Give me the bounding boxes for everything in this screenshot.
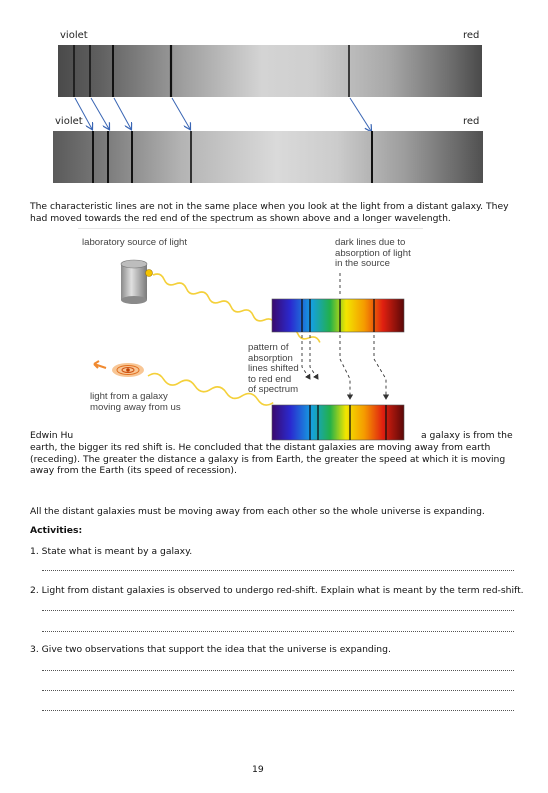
shift-indicators	[302, 273, 386, 399]
question-2: 2. Light from distant galaxies is observed to undergo red-shift. Explain what is meant by the term red-shift.	[30, 585, 524, 596]
intro-line-1: The characteristic lines are not in the same place when you look at the light from a distant galaxy. They	[30, 201, 509, 212]
question-1: 1. State what is meant by a galaxy.	[30, 546, 193, 557]
answer-line-3b[interactable]	[42, 690, 514, 691]
expanding-text: All the distant galaxies must be moving away from each other so the whole universe is expanding.	[30, 506, 485, 517]
answer-line-3c[interactable]	[42, 710, 514, 711]
galaxy-motion-arrow	[94, 361, 106, 368]
page-number: 19	[252, 764, 264, 775]
galaxy-label: light from a galaxy moving away from us	[90, 391, 181, 413]
answer-line-2b[interactable]	[42, 631, 514, 632]
galaxy-spectrum	[272, 405, 404, 440]
intro-paragraph	[30, 201, 530, 224]
spectrum-top-violet-label: violet	[60, 30, 88, 41]
lab-spectrum	[272, 299, 404, 332]
lab-lamp	[121, 260, 153, 304]
spectrum-top-band	[58, 45, 482, 97]
hubble-paragraph: earth, the bigger its red shift is. He concluded that the distant galaxies are moving away from earth (receding). The greater the distance a galaxy is from Earth, the greater the speed at which it is moving away from the Earth (its speed of recession).	[30, 442, 506, 477]
pattern-label: pattern of absorption lines shifted to red end of spectrum	[248, 342, 299, 395]
activities-heading: Activities:	[30, 525, 83, 536]
spectrum-bottom-red-label: red	[463, 116, 480, 127]
hubble-line-1-left: Edwin Hu	[30, 430, 74, 441]
intro-line-2: had moved towards the red end of the spectrum as shown above and a longer wavelength.	[30, 212, 451, 224]
answer-line-2a[interactable]	[42, 610, 514, 611]
galaxy-icon	[112, 363, 144, 377]
spectrum-bottom-band	[53, 131, 483, 183]
lab-source-label: laboratory source of light	[82, 237, 188, 248]
spectrum-bottom-violet-label: violet	[55, 116, 83, 127]
hubble-line-1-right: a galaxy is from the	[421, 430, 513, 441]
grayscale-spectra	[0, 0, 548, 190]
answer-line-3a[interactable]	[42, 670, 514, 671]
question-3: 3. Give two observations that support the idea that the universe is expanding.	[30, 644, 391, 655]
shift-arrows	[75, 98, 371, 131]
dark-lines-label: dark lines due to absorption of light in the source	[335, 237, 411, 269]
redshift-figure	[78, 228, 423, 443]
spectrum-top-red-label: red	[463, 30, 480, 41]
answer-line-1[interactable]	[42, 570, 514, 571]
